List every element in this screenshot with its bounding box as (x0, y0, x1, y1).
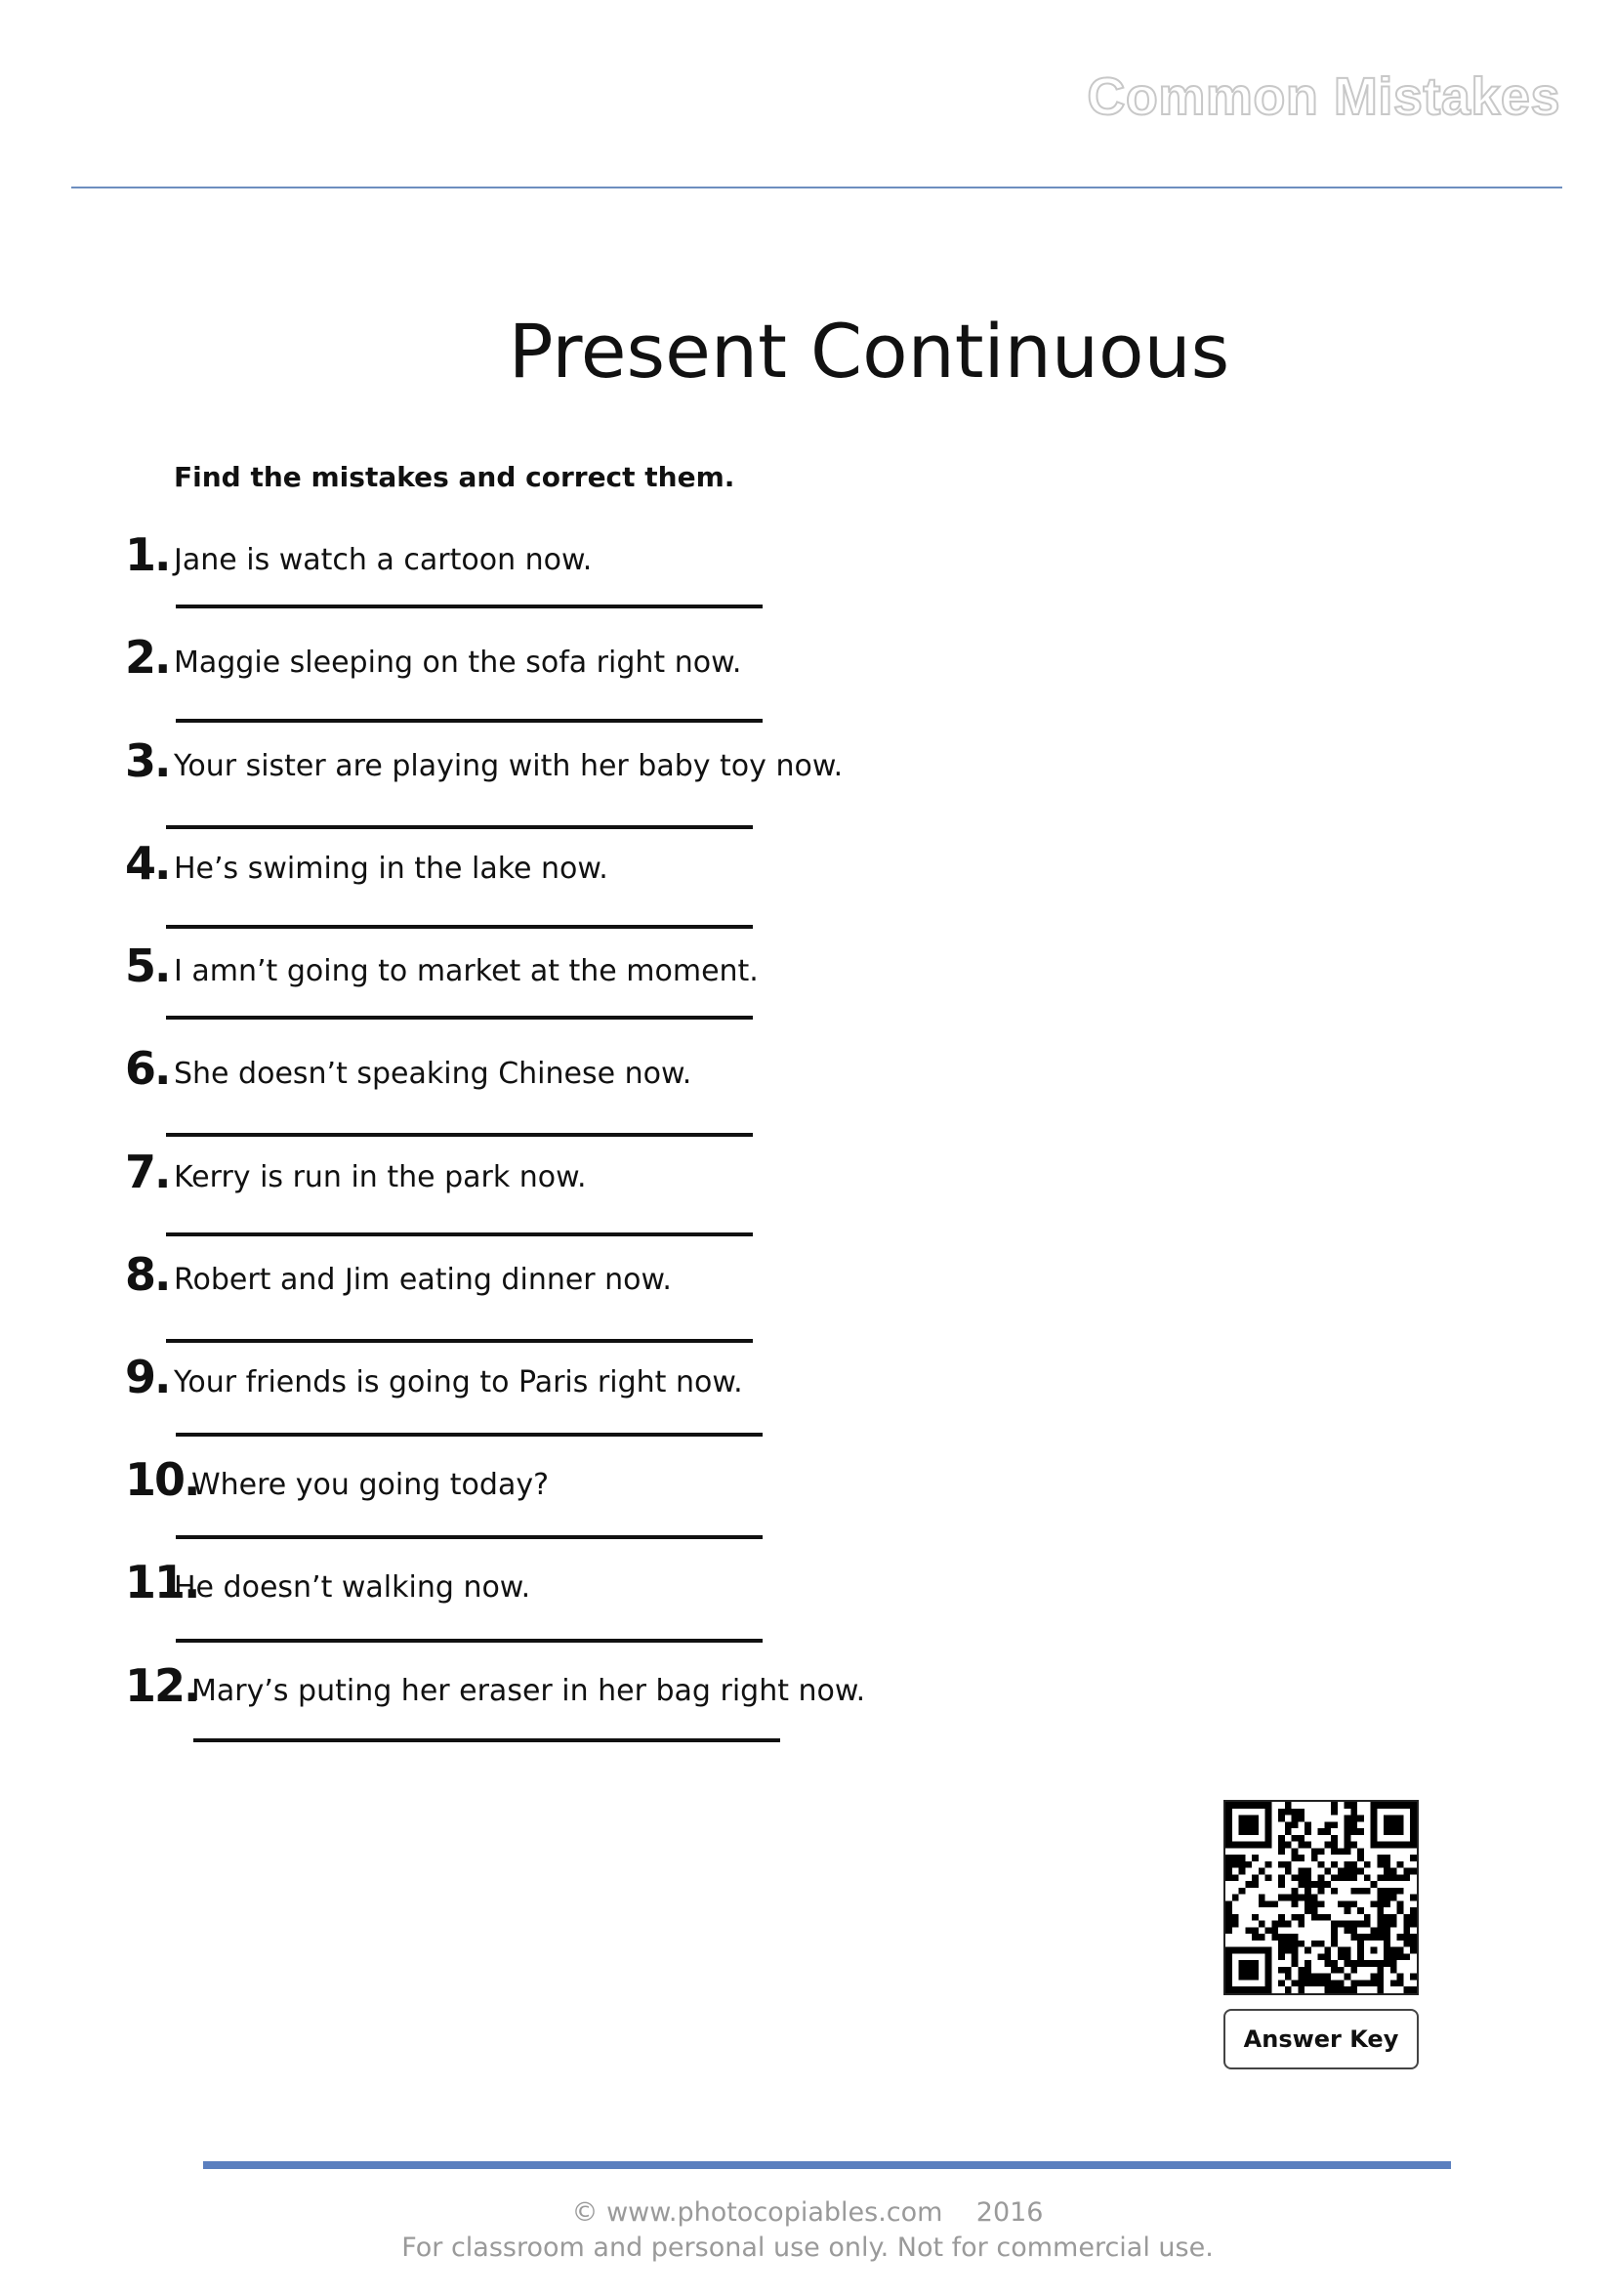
item-number: 7. (125, 1146, 170, 1198)
item-number: 1. (125, 528, 170, 581)
qr-code-icon[interactable] (1223, 1800, 1419, 1995)
footer-notice: For classroom and personal use only. Not for commercial use. (401, 2233, 1214, 2263)
item-number: 3. (125, 734, 170, 787)
item-number: 10. (125, 1453, 199, 1506)
item-sentence: Maggie sleeping on the sofa right now. (174, 646, 742, 680)
answer-line-11[interactable] (176, 1639, 763, 1643)
item-sentence: Your sister are playing with her baby toy now. (174, 749, 844, 783)
footer-copyright: © www.photocopiables.com 2016 (571, 2197, 1044, 2228)
answer-line-6[interactable] (166, 1133, 753, 1137)
item-number: 12. (125, 1659, 199, 1712)
item-sentence: Your friends is going to Paris right now. (174, 1365, 743, 1399)
item-number: 2. (125, 631, 170, 684)
page-title: Present Continuous (508, 308, 1230, 395)
item-sentence: Jane is watch a cartoon now. (174, 543, 593, 577)
item-sentence: He’s swiming in the lake now. (174, 852, 608, 886)
answer-line-10[interactable] (176, 1535, 763, 1539)
answer-line-8[interactable] (166, 1339, 753, 1343)
answer-line-1[interactable] (176, 605, 763, 608)
answer-line-12[interactable] (193, 1738, 780, 1742)
item-number: 8. (125, 1248, 170, 1301)
header-brand: Common Mistakes (1087, 67, 1560, 126)
item-number: 4. (125, 837, 170, 890)
item-sentence: She doesn’t speaking Chinese now. (174, 1057, 692, 1091)
qr-code-graphic (1225, 1802, 1417, 1993)
item-sentence: Robert and Jim eating dinner now. (174, 1263, 672, 1297)
answer-line-3[interactable] (166, 825, 753, 829)
header-divider (71, 187, 1562, 188)
item-sentence: I amn’t going to market at the moment. (174, 954, 759, 988)
item-sentence: Kerry is run in the park now. (174, 1160, 587, 1194)
answer-line-2[interactable] (176, 719, 763, 723)
item-number: 11. (125, 1556, 199, 1608)
answer-line-5[interactable] (166, 1016, 753, 1020)
item-sentence: He doesn’t walking now. (174, 1570, 531, 1605)
item-number: 5. (125, 939, 170, 992)
answer-key-button[interactable]: Answer Key (1223, 2009, 1419, 2069)
item-sentence: Mary’s puting her eraser in her bag right now. (191, 1674, 866, 1708)
answer-line-4[interactable] (166, 925, 753, 929)
instructions: Find the mistakes and correct them. (174, 461, 735, 493)
item-sentence: Where you going today? (191, 1468, 550, 1502)
footer-divider (203, 2161, 1451, 2169)
answer-line-7[interactable] (166, 1232, 753, 1236)
item-number: 9. (125, 1351, 170, 1403)
item-number: 6. (125, 1042, 170, 1095)
answer-line-9[interactable] (176, 1433, 763, 1437)
